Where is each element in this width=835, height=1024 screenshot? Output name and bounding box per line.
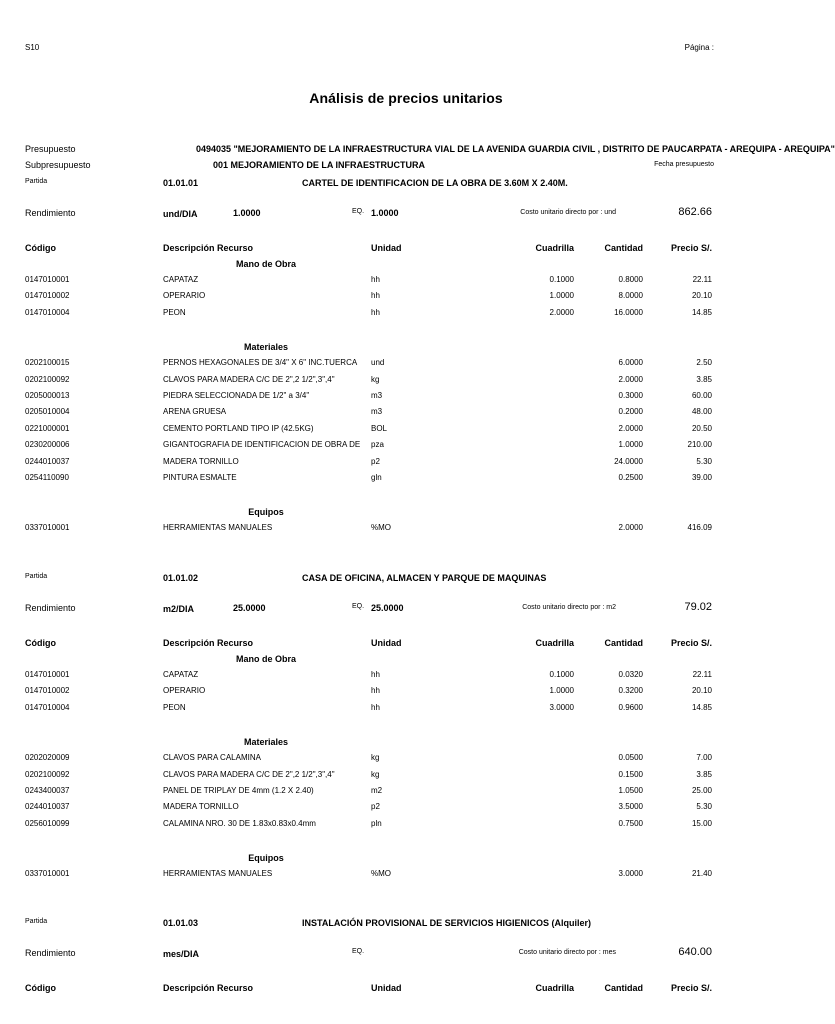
col-codigo-header: Código <box>25 983 56 993</box>
resource-description: CAPATAZ <box>163 670 199 679</box>
resource-unit: m3 <box>371 391 383 400</box>
resource-cantidad: 1.0500 <box>618 786 643 795</box>
resource-code: 0202100092 <box>25 374 70 384</box>
resource-precio: 5.30 <box>696 456 712 466</box>
resource-precio: 2.50 <box>696 358 712 368</box>
rendimiento-unit: m2/DIA <box>163 604 195 614</box>
col-unidad-header: Unidad <box>371 243 402 253</box>
resource-cuadrilla: 0.1000 <box>549 670 574 679</box>
resource-description: CALAMINA NRO. 30 DE 1.83x0.83x0.4mm <box>163 818 316 828</box>
resource-cantidad: 0.8000 <box>618 275 643 284</box>
col-cuadrilla-header: Cuadrilla <box>535 243 574 253</box>
resource-code: 0254110090 <box>25 473 69 482</box>
resource-code: 0256010099 <box>25 818 70 828</box>
resource-precio: 22.11 <box>692 275 712 284</box>
eq-value: 25.0000 <box>371 603 404 613</box>
resource-cuadrilla: 0.1000 <box>549 275 574 284</box>
partida-code: 01.01.01 <box>163 178 199 188</box>
resource-unit: hh <box>371 291 380 301</box>
resource-description: CLAVOS PARA MADERA C/C DE 2",2 1/2",3",4" <box>163 769 335 779</box>
resource-code: 0205000013 <box>25 391 70 400</box>
resource-description: PEON <box>163 307 186 317</box>
subpresupuesto-label: Subpresupuesto <box>25 160 91 170</box>
resource-cantidad: 0.0500 <box>618 753 643 763</box>
resource-unit: und <box>371 358 385 368</box>
resource-description: OPERARIO <box>163 686 206 696</box>
resource-description: HERRAMIENTAS MANUALES <box>163 523 273 533</box>
fecha-presupuesto-label: Fecha presupuesto <box>654 161 714 168</box>
costo-unitario-value: 79.02 <box>684 601 712 613</box>
resource-cantidad: 24.0000 <box>614 456 643 466</box>
resource-precio: 21.40 <box>691 869 712 879</box>
resource-unit: hh <box>371 275 380 284</box>
eq-label: EQ. <box>352 948 365 955</box>
resource-code: 0147010002 <box>25 686 70 696</box>
resource-precio: 25.00 <box>691 786 712 795</box>
resource-code: 0202100092 <box>25 769 70 779</box>
resource-description: MADERA TORNILLO <box>163 802 239 812</box>
resource-precio: 20.50 <box>691 423 712 433</box>
col-descripcion-header: Descripción Recurso <box>163 243 254 253</box>
costo-unitario-value: 862.66 <box>678 206 712 218</box>
resource-description: PIEDRA SELECCIONADA DE 1/2" a 3/4" <box>163 391 310 400</box>
resource-unit: gln <box>371 473 382 482</box>
partida-label: Partida <box>25 178 48 185</box>
resource-code: 0244010037 <box>25 456 70 466</box>
col-unidad-header: Unidad <box>371 983 402 993</box>
resource-unit: pln <box>371 818 382 828</box>
resource-unit: hh <box>371 670 380 679</box>
resource-unit: kg <box>371 753 380 763</box>
col-cuadrilla-header: Cuadrilla <box>535 983 574 993</box>
col-cantidad-header: Cantidad <box>604 638 643 648</box>
resource-precio: 22.11 <box>692 670 712 679</box>
resource-code: 0202100015 <box>25 358 70 368</box>
resource-unit: p2 <box>371 456 380 466</box>
s10-label: S10 <box>25 43 40 52</box>
resource-precio: 60.00 <box>691 391 712 400</box>
subpresupuesto-value: 001 MEJORAMIENTO DE LA INFRAESTRUCTURA <box>213 160 426 170</box>
resource-description: PANEL DE TRIPLAY DE 4mm (1.2 X 2.40) <box>163 786 314 795</box>
partida-code: 01.01.02 <box>163 573 199 583</box>
costo-unitario-value: 640.00 <box>678 946 712 958</box>
resource-unit: hh <box>371 686 380 696</box>
resource-precio: 416.09 <box>687 523 712 533</box>
col-descripcion-header: Descripción Recurso <box>163 638 254 648</box>
rendimiento-unit: und/DIA <box>163 209 198 219</box>
resource-precio: 14.85 <box>691 702 712 712</box>
resource-precio: 39.00 <box>691 473 712 482</box>
resource-precio: 14.85 <box>691 307 712 317</box>
resource-unit: hh <box>371 702 380 712</box>
rendimiento-label: Rendimiento <box>25 208 76 218</box>
resource-cantidad: 3.5000 <box>618 802 643 812</box>
resource-code: 0202020009 <box>25 753 70 763</box>
resource-code: 0147010004 <box>25 702 70 712</box>
resource-unit: BOL <box>371 423 388 433</box>
resource-code: 0337010001 <box>25 869 70 879</box>
eq-label: EQ. <box>352 208 365 215</box>
resource-code: 0230200006 <box>25 440 70 450</box>
col-codigo-header: Código <box>25 243 56 253</box>
col-cantidad-header: Cantidad <box>604 243 643 253</box>
resource-code: 0147010001 <box>25 670 70 679</box>
resource-precio: 15.00 <box>691 818 712 828</box>
resource-unit: m2 <box>371 786 383 795</box>
resource-cantidad: 0.1500 <box>618 769 643 779</box>
resource-unit: %MO <box>371 523 391 533</box>
resource-cantidad: 2.0000 <box>618 423 643 433</box>
resource-cantidad: 2.0000 <box>618 374 643 384</box>
col-codigo-header: Código <box>25 638 56 648</box>
col-cantidad-header: Cantidad <box>604 983 643 993</box>
col-descripcion-header: Descripción Recurso <box>163 983 254 993</box>
resource-precio: 7.00 <box>696 753 712 763</box>
resource-code: 0147010002 <box>25 291 70 301</box>
resource-code: 0337010001 <box>25 523 70 533</box>
resource-cuadrilla: 2.0000 <box>549 307 574 317</box>
col-precio-header: Precio S/. <box>670 638 712 648</box>
rendimiento-label: Rendimiento <box>25 603 76 613</box>
partida-label: Partida <box>25 573 48 580</box>
resource-code: 0243400037 <box>25 786 70 795</box>
resource-description: CAPATAZ <box>163 275 199 284</box>
resource-code: 0221000001 <box>25 423 70 433</box>
resource-cantidad: 16.0000 <box>614 307 643 317</box>
resource-unit: hh <box>371 307 380 317</box>
resource-cantidad: 0.3200 <box>618 686 643 696</box>
group-title: Materiales <box>243 342 289 353</box>
resource-description: ARENA GRUESA <box>163 407 227 417</box>
resource-unit: m3 <box>371 407 383 417</box>
resource-description: CLAVOS PARA MADERA C/C DE 2",2 1/2",3",4" <box>163 374 335 384</box>
resource-cuadrilla: 1.0000 <box>549 686 574 696</box>
resource-cantidad: 2.0000 <box>618 523 643 533</box>
costo-unitario-label: Costo unitario directo por : m2 <box>522 604 616 611</box>
rendimiento-unit: mes/DIA <box>163 949 200 959</box>
resource-description: PERNOS HEXAGONALES DE 3/4" X 6" INC.TUERCA <box>163 358 358 368</box>
resource-unit: kg <box>371 769 380 779</box>
resource-code: 0147010001 <box>25 275 70 284</box>
resource-unit: kg <box>371 374 380 384</box>
resource-code: 0147010004 <box>25 307 70 317</box>
eq-value: 1.0000 <box>371 208 399 218</box>
resource-description: GIGANTOGRAFIA DE IDENTIFICACION DE OBRA DE <box>163 440 361 450</box>
col-cuadrilla-header: Cuadrilla <box>535 638 574 648</box>
resource-cantidad: 6.0000 <box>618 358 643 368</box>
resource-description: CLAVOS PARA CALAMINA <box>163 753 261 763</box>
group-title: Equipos <box>248 853 284 864</box>
partida-label: Partida <box>25 918 48 925</box>
col-precio-header: Precio S/. <box>670 243 712 253</box>
group-title: Mano de Obra <box>235 259 296 269</box>
resource-cantidad: 0.0320 <box>618 670 643 679</box>
resource-precio: 3.85 <box>696 374 712 384</box>
rendimiento-value: 25.0000 <box>233 603 266 613</box>
resource-cantidad: 0.9600 <box>618 702 643 712</box>
page-number-label: Página : <box>684 43 714 52</box>
resource-description: HERRAMIENTAS MANUALES <box>163 869 273 879</box>
resource-cantidad: 0.3000 <box>618 391 643 400</box>
resource-precio: 3.85 <box>696 769 712 779</box>
resource-description: MADERA TORNILLO <box>163 456 239 466</box>
resource-code: 0205010004 <box>25 407 70 417</box>
costo-unitario-label: Costo unitario directo por : und <box>520 209 616 216</box>
rendimiento-label: Rendimiento <box>25 948 76 958</box>
resource-description: PEON <box>163 702 186 712</box>
resource-precio: 5.30 <box>696 802 712 812</box>
partida-code: 01.01.03 <box>163 918 199 928</box>
resource-description: PINTURA ESMALTE <box>163 473 237 482</box>
group-title: Materiales <box>243 737 289 748</box>
resource-cantidad: 3.0000 <box>618 869 643 879</box>
resource-description: OPERARIO <box>163 291 206 301</box>
presupuesto-value: 0494035 "MEJORAMIENTO DE LA INFRAESTRUCTURA VIAL DE LA AVENIDA GUARDIA CIVIL , DISTRITO DE PAUCARPATA - AREQUIPA - AREQUIPA" <box>196 144 835 154</box>
resource-cantidad: 0.2500 <box>618 473 643 482</box>
resource-unit: p2 <box>371 802 380 812</box>
resource-cuadrilla: 1.0000 <box>549 291 574 301</box>
resource-precio: 20.10 <box>691 291 712 301</box>
resource-precio: 210.00 <box>687 440 712 450</box>
resource-unit: %MO <box>371 869 391 879</box>
resource-cuadrilla: 3.0000 <box>549 702 574 712</box>
resource-cantidad: 8.0000 <box>618 291 643 301</box>
resource-precio: 48.00 <box>691 407 712 417</box>
partida-name: CASA DE OFICINA, ALMACEN Y PARQUE DE MAQUINAS <box>302 573 547 583</box>
resource-code: 0244010037 <box>25 802 70 812</box>
group-title: Equipos <box>248 507 284 518</box>
resource-cantidad: 0.2000 <box>618 407 643 417</box>
resource-description: CEMENTO PORTLAND TIPO IP (42.5KG) <box>163 423 314 433</box>
col-precio-header: Precio S/. <box>670 983 712 993</box>
resource-cantidad: 0.7500 <box>618 818 643 828</box>
rendimiento-value: 1.0000 <box>233 208 261 218</box>
partida-name: CARTEL DE IDENTIFICACION DE LA OBRA DE 3.60M X 2.40M. <box>302 178 568 188</box>
partida-name: INSTALACIÓN PROVISIONAL DE SERVICIOS HIGIENICOS (Alquiler) <box>302 918 592 928</box>
presupuesto-label: Presupuesto <box>25 144 76 154</box>
eq-label: EQ. <box>352 603 365 610</box>
group-title: Mano de Obra <box>235 654 296 664</box>
resource-cantidad: 1.0000 <box>618 440 643 450</box>
resource-unit: pza <box>371 440 384 450</box>
resource-precio: 20.10 <box>691 686 712 696</box>
costo-unitario-label: Costo unitario directo por : mes <box>518 949 616 956</box>
col-unidad-header: Unidad <box>371 638 402 648</box>
page-title: Análisis de precios unitarios <box>309 90 503 106</box>
